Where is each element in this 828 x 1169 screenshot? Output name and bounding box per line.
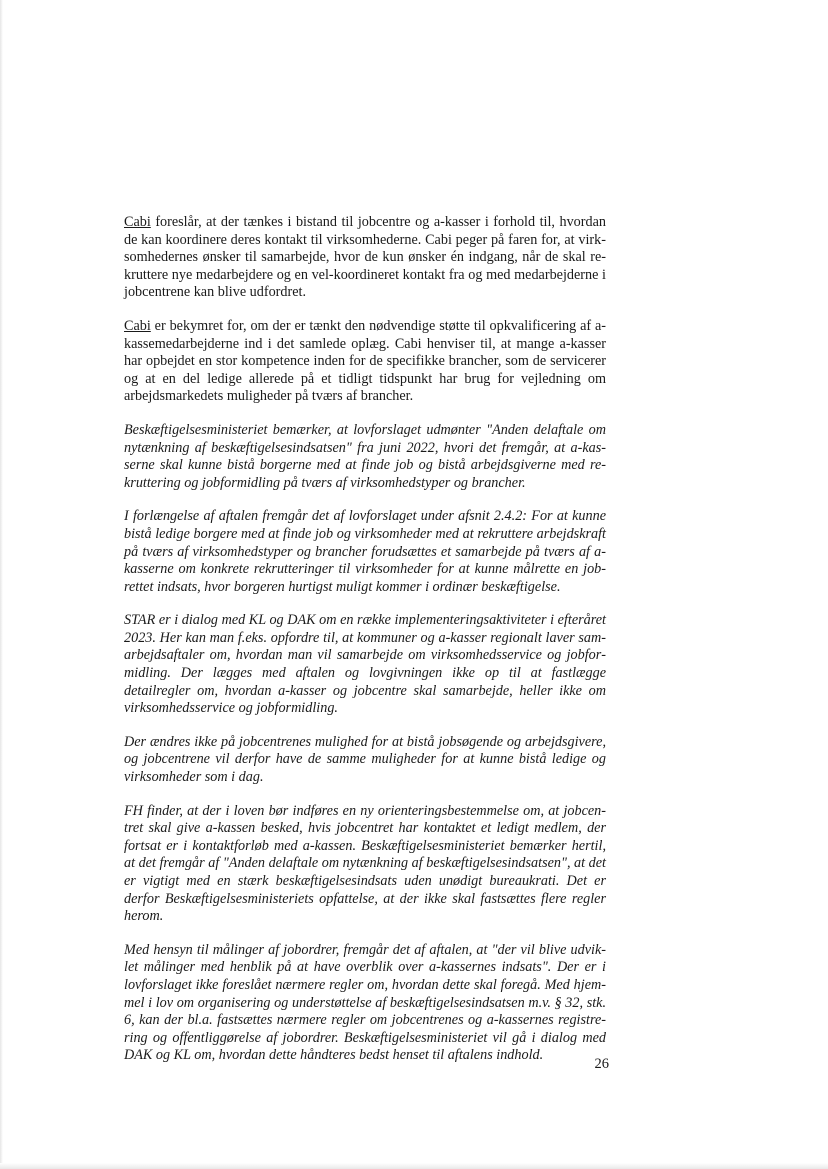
paragraph-ministry-response-3: STAR er i dialog med KL og DAK om en række implementeringsaktiviteter i efteråret 2023. Her kan man f.eks. opfordre til, at kommuner og a-kasser regionalt laver samarbejdsaftaler om, hvordan man vil samarbejde om virksomhedsservice og jobformidling. Der lægges med aftalen og lovgivningen ikke op til at fastlægge detailregler om, hvordan a-kasser og jobcentre skal samarbejde, heller ikke om virksomhedsservice og jobformidling. bbox=[124, 612, 606, 717]
page-bottom-edge-shadow bbox=[0, 1163, 828, 1169]
document-body bbox=[124, 214, 606, 1081]
paragraph-ministry-response-2: I forlængelse af aftalen fremgår det af lovforslaget under afsnit 2.4.2: For at kunne bistå ledige borgere med at finde job og virksomheder med at rekruttere arbejdskraft på tværs af virksomhedstyper og brancher forudsættes et samarbejde på tværs af a-kasserne om konkrete rekrutteringer til virksomheder for at kunne målrette en jobrettet indsats, hvor borgeren hurtigst muligt kommer i ordinær beskæftigelse. bbox=[124, 508, 606, 595]
paragraph-cabi-koordinering bbox=[124, 214, 606, 302]
page-number: 26 bbox=[594, 1056, 609, 1072]
paragraph-text: er bekymret for, om der er tænkt den nødvendige støtte til opkvalificering af a-kassemedarbejderne ind i det samlede oplæg. Cabi henviser til, at mange a-kasser har opbejdet en stor kompetence inden for de specifikke brancher, som de servicerer og at en del ledige allerede på et tidligt tidspunkt har brug for vejledning om arbejdsmarkedets muligheder på tværs af brancher. bbox=[124, 317, 606, 405]
paragraph-ministry-response-4: Der ændres ikke på jobcentrenes mulighed for at bistå jobsøgende og arbejdsgivere, og jobcentrene vil derfor have de samme muligheder for at kunne bistå ledige og virksomheder som i dag. bbox=[124, 733, 606, 786]
organization-name: Cabi bbox=[124, 317, 151, 334]
paragraph-text: foreslår, at der tænkes i bistand til jobcentre og a-kasser i forhold til, hvordan de kan koordinere deres kontakt til virksomhederne. Cabi peger på faren for, at virksomhedernes ønsker til samarbejde, hvor de kun ønsker én indgang, når de skal rekruttere nye medarbejdere og en vel-koordineret kontakt fra og med medarbejderne i jobcentrene kan blive udfordret. bbox=[124, 214, 606, 301]
paragraph-cabi-opkvalificering bbox=[124, 318, 606, 406]
paragraph-ministry-response-1: Beskæftigelsesministeriet bemærker, at lovforslaget udmønter "Anden delaftale om nytænkning af beskæftigelsesindsatsen" fra juni 2022, hvori det fremgår, at a-kasserne skal kunne bistå borgerne med at finde job og bistå arbejdsgiverne med rekruttering og jobformidling på tværs af virksomhedstyper og brancher. bbox=[124, 421, 606, 491]
organization-name: Cabi bbox=[124, 214, 151, 230]
page-left-edge-shadow bbox=[0, 0, 3, 1169]
paragraph-fh-response: FH finder, at der i loven bør indføres en ny orienteringsbestemmelse om, at jobcentret skal give a-kassen besked, hvis jobcentret har kontaktet et ledigt medlem, der fortsat er i kontaktforløb med a-kassen. Beskæftigelsesministeriet bemærker hertil, at det fremgår af "Anden delaftale om nytænkning af beskæftigelsesindsatsen", at det er vigtigt med en stærk beskæftigelsesindsats uden unødigt bureaukrati. Det er derfor Beskæftigelsesministeriets opfattelse, at der ikke skal fastsættes flere regler herom. bbox=[124, 802, 606, 925]
paragraph-jobordrer-response: Med hensyn til målinger af jobordrer, fremgår det af aftalen, at "der vil blive udviklet målinger med henblik på at have overblik over a-kassernes indsats". Der er i lovforslaget ikke foreslået nærmere regler om, hvordan dette skal foregå. Med hjemmel i lov om organisering og understøttelse af beskæftigelsesindsatsen m.v. § 32, stk. 6, kan der bl.a. fastsættes nærmere regler om jobcentrenes og a-kassernes registrering og offentliggørelse af jobordrer. Beskæftigelsesministeriet vil gå i dialog med DAK og KL om, hvordan dette håndteres bedst henset til aftalens indhold. bbox=[124, 941, 606, 1064]
